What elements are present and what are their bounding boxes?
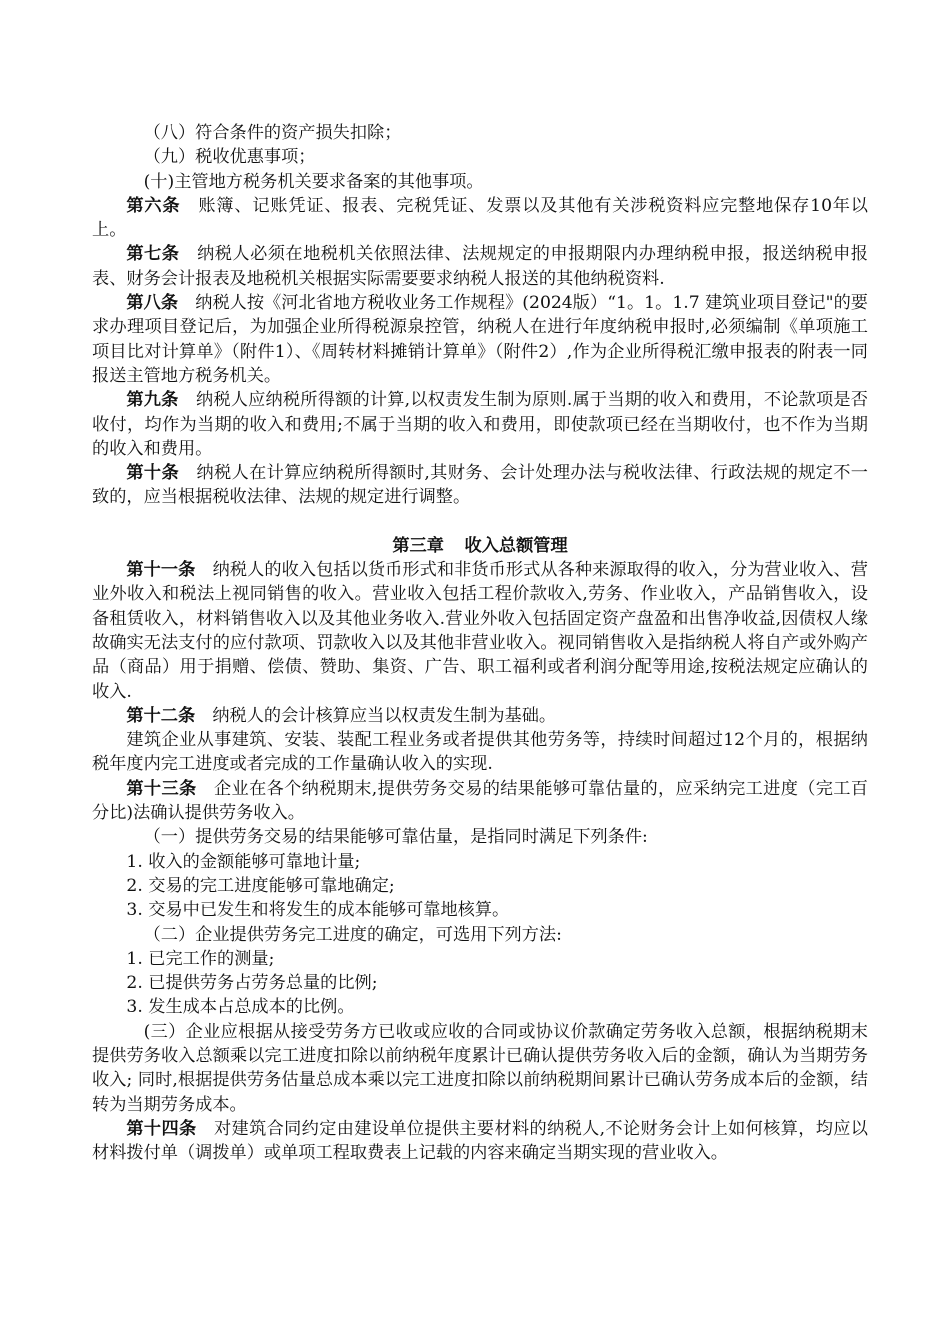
article-text: 对建筑合同约定由建设单位提供主要材料的纳税人,不论财务会计上如何核算，均应以材料拨付单（调拨单）或单项工程取费表上记载的内容来确定当期实现的营业收入。 [92,1118,868,1164]
list-item: （九）税收优惠事项； [143,147,316,168]
article-label: 第十条 [126,463,179,484]
list-item: 1. 收入的金额能够可靠地计量; [126,851,361,872]
article-6 [92,194,868,243]
article-label: 第十二条 [126,705,196,726]
article-text: 账簿、记账凭证、报表、完税凭证、发票以及其他有关涉税资料应完整地保存10年以上。 [92,195,868,241]
list-item: 1. 已完工作的测量; [126,948,275,969]
chapter-number: 第三章 [392,535,444,556]
list-item: (十)主管地方税务机关要求备案的其他事项。 [143,171,484,192]
chapter-title: 收入总额管理 [464,535,568,556]
article-14 [92,1117,868,1166]
article-text: 纳税人应纳税所得额的计算,以权责发生制为原则.属于当期的收入和费用，不论款项是否收付，均作为当期的收入和费用;不属于当期的收入和费用，即使款项已经在当期收付，也不作为当期的收入和费用。 [92,390,868,459]
sub-clause: （一）提供劳务交易的结果能够可靠估量，是指同时满足下列条件: [143,827,648,848]
article-7 [92,242,868,291]
list-item: （八）符合条件的资产损失扣除； [143,123,402,143]
article-label: 第七条 [126,244,180,265]
spacer [92,510,868,534]
chapter-heading [92,534,868,558]
article-text: 纳税人在计算应纳税所得额时,其财务、会计处理办法与税收法律、行政法规的规定不一致的，应当根据税收法律、法规的规定进行调整。 [92,463,868,508]
article-label: 第八条 [126,293,179,314]
article-text: 纳税人的收入包括以货币形式和非货币形式从各种来源取得的收入，分为营业收入、营业外收入和税法上视同销售的收入。营业收入包括工程价款收入,劳务、作业收入，产品销售收入，设备租赁收入，材料销售收入以及其他业务收入.营业外收入包括固定资产盘盈和出售净收益,因债权人缘故确实无法支付的应付款项、罚款收入以及其他非营业收入。视同销售收入是指纳税人将自产或外购产品（商品）用于捐赠、偿债、赞助、集资、广告、职工福利或者利润分配等用途,按税法规定应确认的收入. [92,560,868,702]
article-10 [92,461,868,510]
article-12 [92,704,868,728]
document-page [92,121,868,1165]
article-label: 第十四条 [126,1118,197,1139]
paragraph: 建筑企业从事建筑、安装、装配工程业务或者提供其他劳务等，持续时间超过12个月的，根据纳税年度内完工进度或者完成的工作量确认收入的实现. [92,730,868,775]
article-text: 企业在各个纳税期末,提供劳务交易的结果能够可靠估量的，应采纳完工进度（完工百分比)法确认提供劳务收入。 [92,778,868,824]
article-label: 第十一条 [126,560,196,581]
article-11 [92,558,868,704]
article-9 [92,388,868,461]
article-label: 第六条 [126,195,181,216]
list-item: 3. 交易中已发生和将发生的成本能够可靠地核算。 [126,900,510,921]
article-text: 纳税人必须在地税机关依照法律、法规规定的申报期限内办理纳税申报，报送纳税申报表、财务会计报表及地税机关根据实际需要要求纳税人报送的其他纳税资料. [92,244,868,289]
sub-clause: (三）企业应根据从接受劳务方已收或应收的合同或协议价款确定劳务收入总额，根据纳税期末提供劳务收入总额乘以完工进度扣除以前纳税年度累计已确认提供劳务收入后的金额，确认为当期劳务收入; 同时,根据提供劳务估量总成本乘以完工进度扣除以前纳税期间累计已确认劳务成本后的金额，结转为当期劳务成本。 [92,1021,868,1115]
list-item: 2. 交易的完工进度能够可靠地确定; [126,875,395,896]
article-text: 纳税人按《河北省地方税收业务工作规程》(2024版）“1。1。1.7 建筑业项目登记"的要求办理项目登记后，为加强企业所得税源泉控管，纳税人在进行年度纳税申报时,必须编制《单项施工项目比对计算单》（附件1）、《周转材料摊销计算单》（附件2）,作为企业所得税汇缴申报表的附表一同报送主管地方税务机关。 [92,293,868,386]
list-item: 2. 已提供劳务占劳务总量的比例; [126,973,378,994]
article-label: 第九条 [126,390,179,411]
list-item: 3. 发生成本占总成本的比例。 [126,997,355,1018]
article-label: 第十三条 [126,778,197,799]
article-13 [92,777,868,826]
sub-clause: （二）企业提供劳务完工进度的确定，可选用下列方法: [143,924,562,945]
article-text: 纳税人的会计核算应当以权责发生制为基础。 [212,705,557,726]
article-8 [92,291,868,388]
